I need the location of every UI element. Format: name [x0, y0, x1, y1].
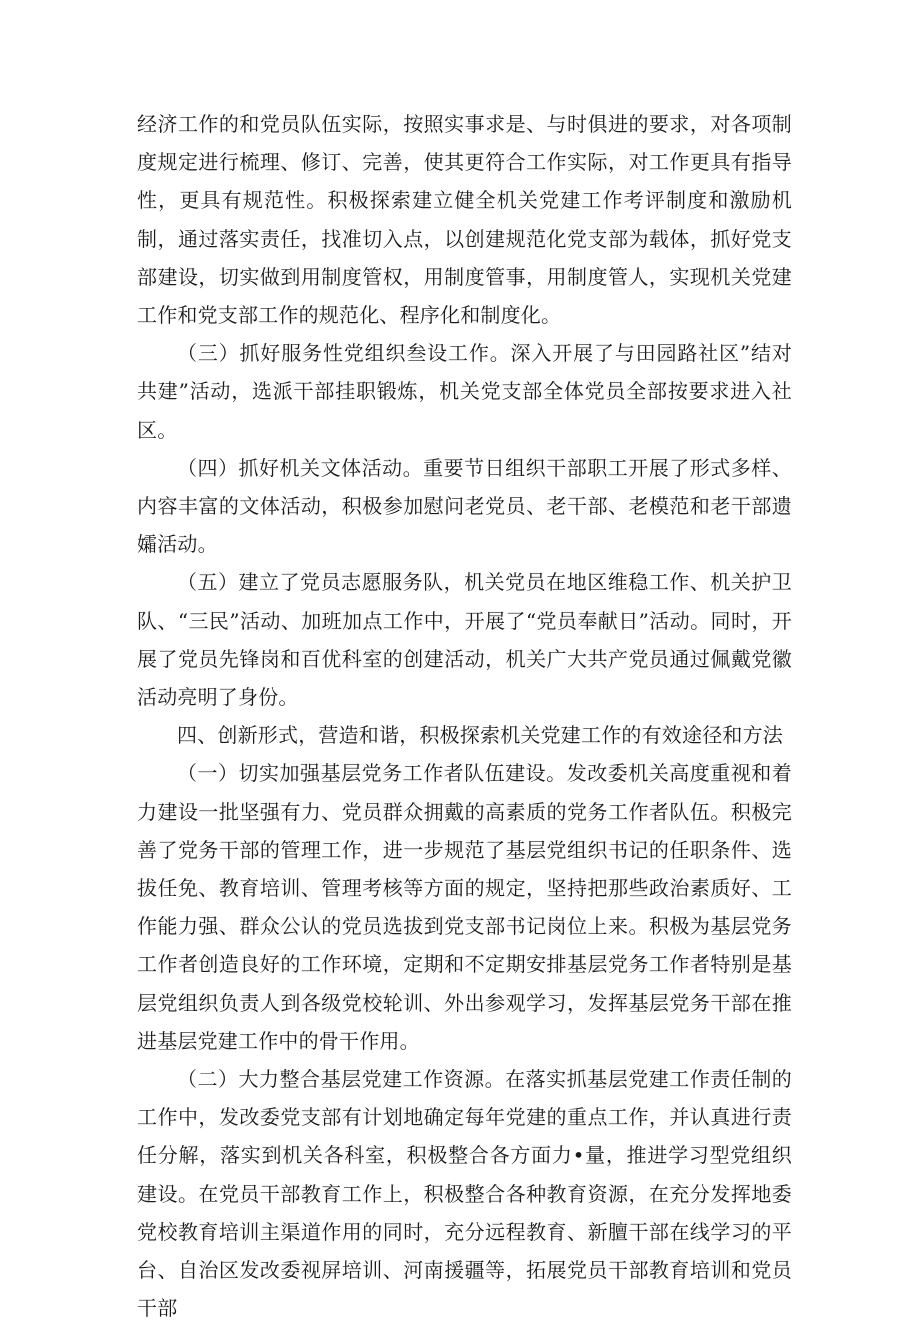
section-heading-four: 四、创新形式，营造和谐，积极探索机关党建工作的有效途径和方法 — [177, 723, 783, 748]
paragraph-section-three: （三）抓好服务性党组织叁设工作。深入开展了与田园路社区”结对共建”活动，选派干部挂职锻炼，机关党支部全体党员全部按要求进入社区。 — [137, 341, 792, 442]
paragraph-subsection-one: （一）切实加强基层党务工作者队伍建设。发改委机关高度重视和着力建设一批坚强有力、党员群众拥戴的高素质的党务工作者队伍。积极完善了党务干部的管理工作，进一步规范了基层党组织书记的任职条件、选拔任免、教育培训、管理考核等方面的规定，坚持把那些政治素质好、工作能力强、群众公认的党员选拔到党支部书记岗位上来。积极为基层党务工作者创造良好的工作环境，定期和不定期安排基层党务工作者特别是基层党组织负责人到各级党校轮训、外出参观学习，发挥基层党务干部在推进基层党建工作中的骨干作用。 — [137, 761, 792, 1053]
paragraph-section-five: （五）建立了党员志愿服务队，机关党员在地区维稳工作、机关护卫队、“三民”活动、加班加点工作中，开展了“党员奉献日”活动。同时，开展了党员先锋岗和百优科室的创建活动，机关广大共产党员通过佩戴党徽活动亮明了身份。 — [137, 570, 792, 710]
paragraph-section-four: （四）抓好机关文体活动。重要节日组织干部职工开展了形式多样、内容丰富的文体活动，积极参加慰问老党员、老干部、老模范和老干部遗孀活动。 — [137, 455, 792, 557]
paragraph-continuation: 经济工作的和党员队伍实际，按照实事求是、与时俱进的要求，对各项制度规定进行梳理、修订、完善，使其更符合工作实际，对工作更具有指导性，更具有规范性。积极探索建立健全机关党建工作考评制度和激励机制，通过落实责任，找准切入点，以创建规范化党支部为载体，抓好党支部建设，切实做到用制度管权，用制度管事，用制度管人，实现机关党建工作和党支部工作的规范化、程序化和制度化。 — [137, 112, 792, 328]
paragraph-subsection-two: （二）大力整合基层党建工作资源。在落实抓基层党建工作责任制的工作中，发改委党支部有计划地确定每年党建的重点工作，并认真进行责任分解，落实到机关各科室，积极整合各方面力•量，推进学习型党组织建设。在党员干部教育工作上，积极整合各种教育资源，在充分发挥地委党校教育培训主渠道作用的同时，充分远程教育、新膻干部在线学习的平台、自治区发改委视屏培训、河南援疆等，拓展党员干部教育培训和党员干部 — [137, 1067, 792, 1321]
document-body — [137, 105, 792, 1328]
